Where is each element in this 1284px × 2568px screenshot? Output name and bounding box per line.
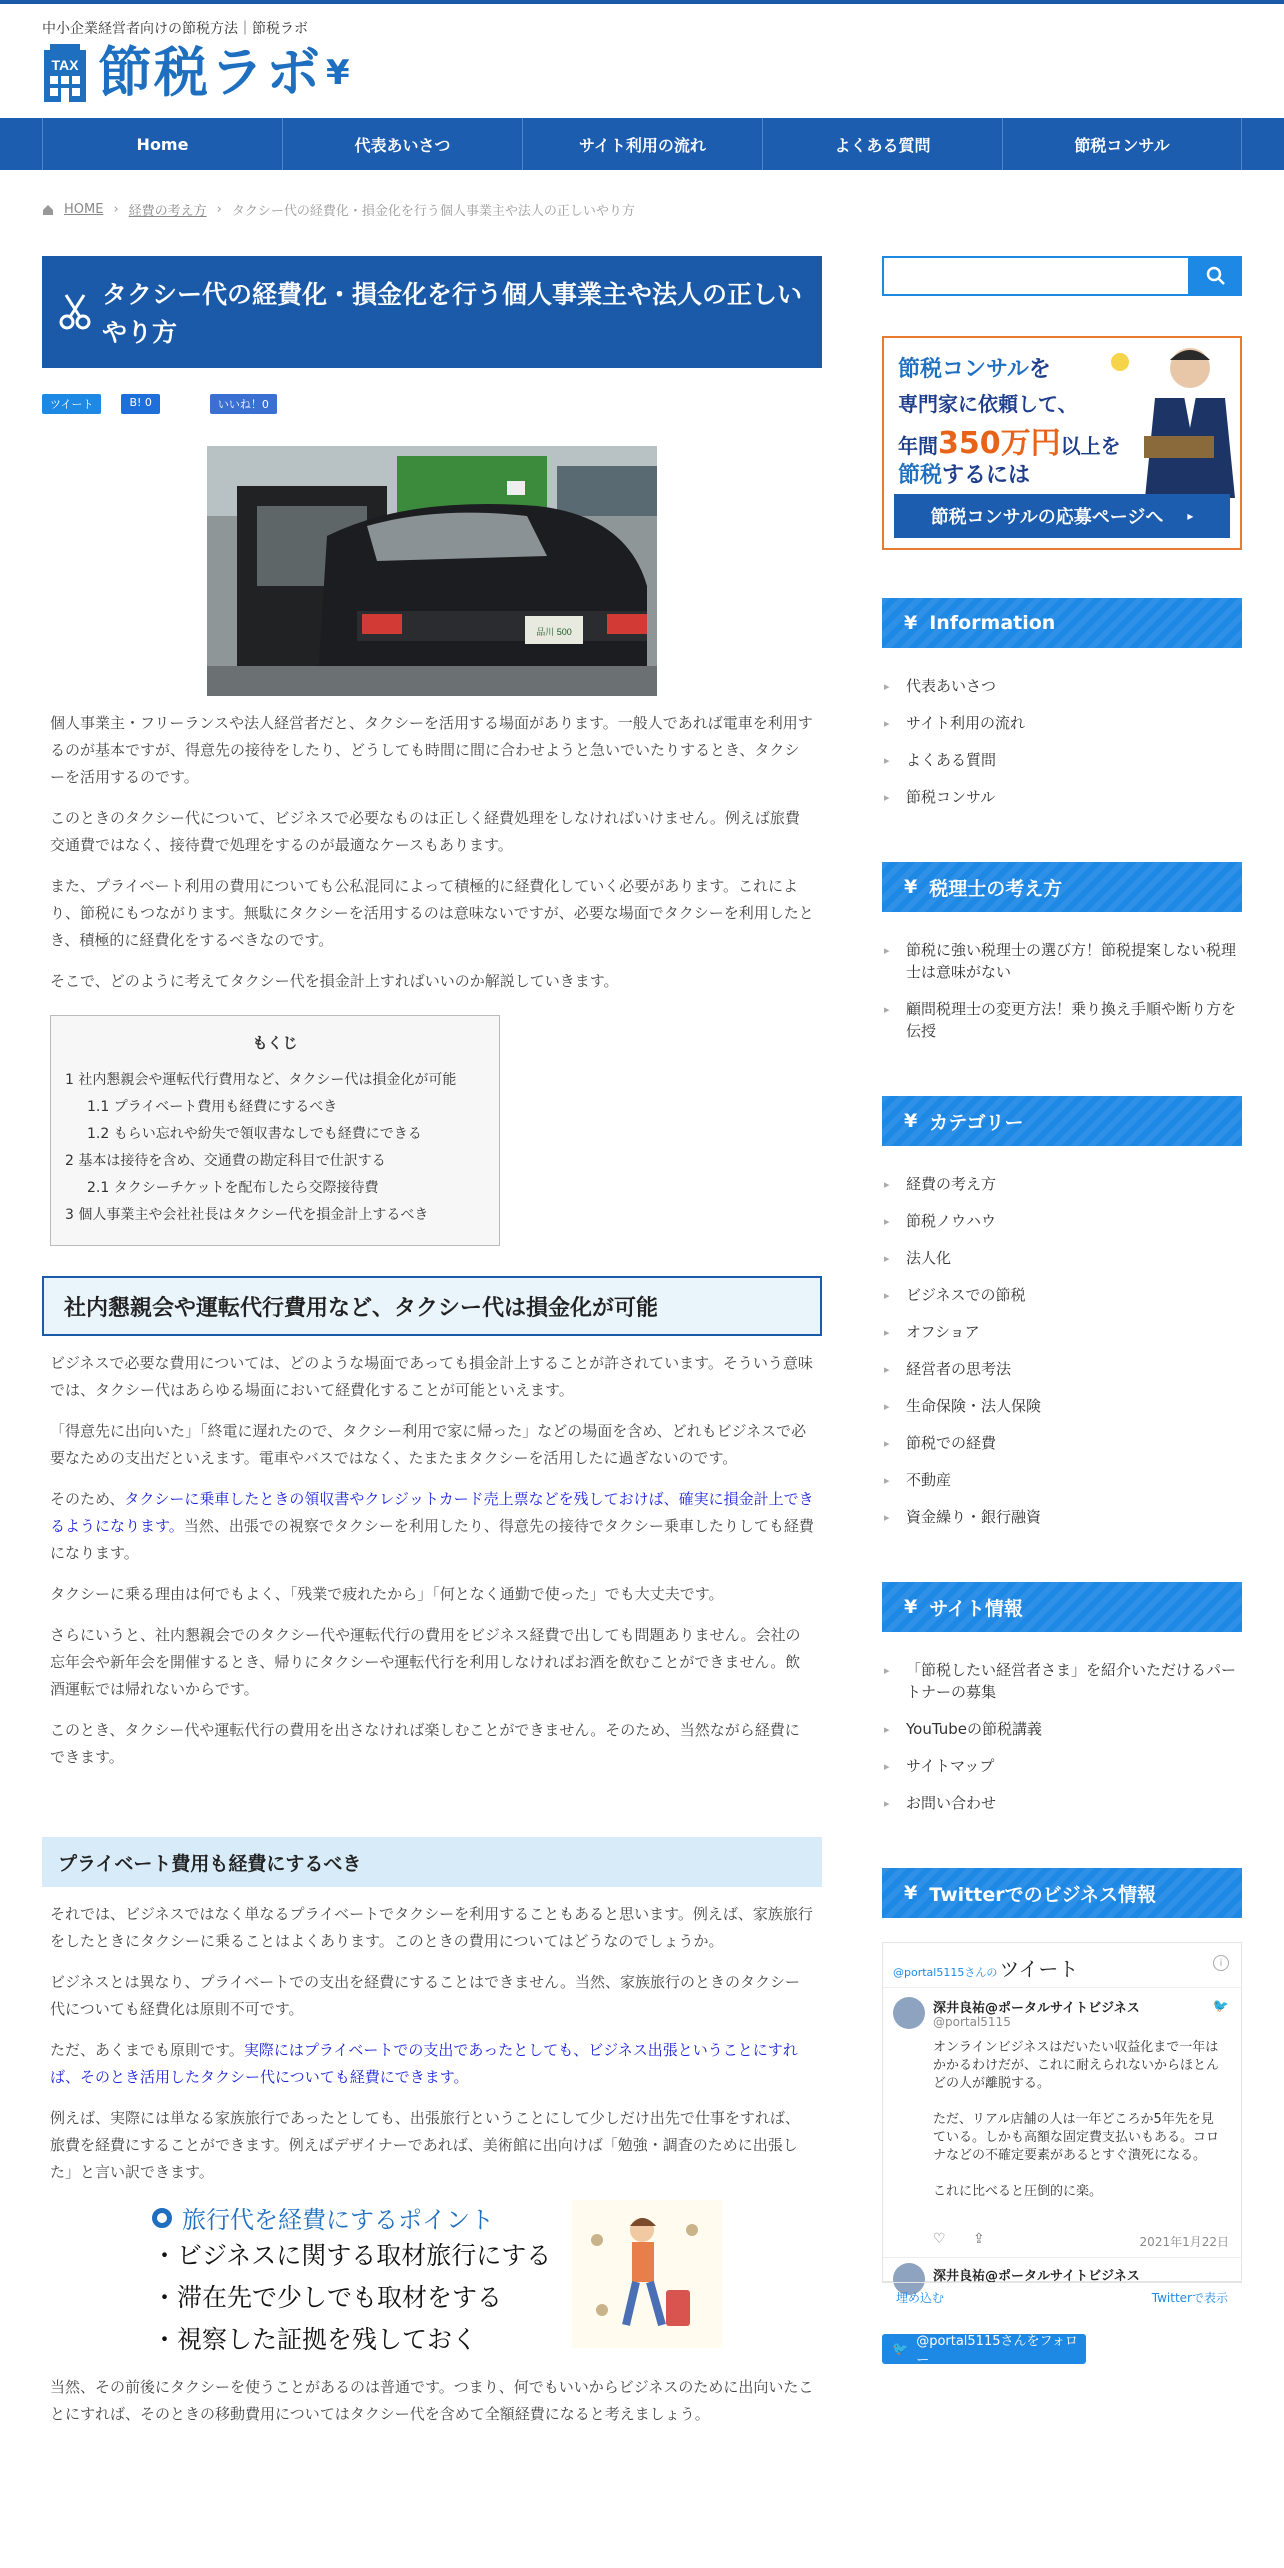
- intro-paragraph: また、プライベート利用の費用についても公私混同によって積極的に経費化していく必要があります。これにより、節税にもつながります。無駄にタクシーを活用するのは意味ないですが、必要な場面でタクシーを利用したとき、積極的に経費化をするべきなのです。: [50, 877, 814, 949]
- widget-link[interactable]: ▸ お問い合わせ: [882, 1785, 1242, 1822]
- site-tagline: 中小企業経営者向けの節税方法｜節税ラボ: [42, 21, 308, 37]
- global-nav: [0, 118, 1284, 170]
- widget-header: ¥ Twitterでのビジネス情報: [882, 1868, 1242, 1918]
- travel-item: ・視察した証拠を残しておく: [152, 2325, 478, 2354]
- section-heading: 社内懇親会や運転代行費用など、タクシー代は損金化が可能: [42, 1276, 822, 1336]
- widget-list: [882, 1652, 1242, 1822]
- widget-link[interactable]: ▸ サイト利用の流れ: [882, 705, 1242, 742]
- search-form: [882, 256, 1242, 296]
- site-logo[interactable]: [42, 42, 350, 104]
- widget-link[interactable]: ▸ 節税での経費: [882, 1425, 1242, 1462]
- toc-item[interactable]: 1.1 プライベート費用も経費にするべき: [87, 1099, 338, 1115]
- widget-link[interactable]: ▸ YouTubeの節税講義: [882, 1711, 1242, 1748]
- chevron-right-icon: ›: [216, 202, 222, 217]
- paragraph: ただ、あくまでも原則です。実際にはプライベートでの支出であったとしても、ビジネス出張ということにすれば、そのとき活用したタクシー代についても経費にできます。: [50, 2041, 798, 2086]
- widget-header: ¥ カテゴリー: [882, 1096, 1242, 1146]
- widget-header: ¥ サイト情報: [882, 1582, 1242, 1632]
- chevron-right-icon: ▸: [1187, 509, 1194, 523]
- home-icon: [42, 204, 54, 216]
- consulting-apply-button[interactable]: 節税コンサルの応募ページへ ▸: [894, 494, 1230, 538]
- widget-link[interactable]: ▸ 節税に強い税理士の選び方！節税提案しない税理士は意味がない: [882, 932, 1242, 991]
- widget-link[interactable]: ▸ オフショア: [882, 1314, 1242, 1351]
- widget-link[interactable]: ▸ 「節税したい経営者さま」を紹介いただけるパートナーの募集: [882, 1652, 1242, 1711]
- widget-link[interactable]: ▸ 不動産: [882, 1462, 1242, 1499]
- svg-text:TAX: TAX: [51, 57, 79, 73]
- travel-item: ・ビジネスに関する取材旅行にする: [152, 2241, 552, 2270]
- intro-paragraph: 個人事業主・フリーランスや法人経営者だと、タクシーを活用する場面があります。一般人であれば電車を利用するのが基本ですが、得意先の接待をしたり、どうしても時間に間に合わせようと急いでいたりするとき、タクシーを活用するのです。: [50, 714, 813, 786]
- yen-icon: ¥: [904, 612, 918, 634]
- logo-text: 節税ラボ: [98, 41, 322, 104]
- businessman-illustration: [1100, 338, 1240, 498]
- paragraph: このとき、タクシー代や運転代行の費用を出さなければ楽しむことができません。そのため、当然ながら経費にできます。: [50, 1721, 800, 1766]
- yen-scissors-icon: ¥: [326, 53, 350, 93]
- avatar[interactable]: [893, 1997, 925, 2029]
- yen-icon: ¥: [904, 1882, 918, 1904]
- yen-icon: ¥: [904, 1596, 918, 1618]
- timeline-footer: [882, 2282, 1242, 2322]
- toc-title: もくじ: [252, 1034, 298, 1052]
- widget-list: [882, 1166, 1242, 1536]
- toc-item[interactable]: 1 社内懇親会や運転代行費用など、タクシー代は損金化が可能: [65, 1072, 457, 1088]
- timeline-handle[interactable]: @portal5115さんの: [893, 1966, 998, 1979]
- sidebar: [882, 256, 1242, 2368]
- nav-greeting[interactable]: 代表あいさつ: [282, 118, 522, 170]
- table-of-contents: [50, 1015, 500, 1246]
- twitter-bird-icon: 🐦: [1212, 1999, 1229, 2014]
- site-header: [0, 4, 1284, 118]
- paragraph: 「得意先に出向いた」「終電に遅れたので、タクシー利用で家に帰った」などの場面を含め、どれもビジネスで必要なための支出だといえます。電車やバスではなく、たまたまタクシーを活用したに過ぎないのです。: [50, 1422, 807, 1467]
- circle-icon: [152, 2208, 172, 2228]
- timeline-label: ツイート: [999, 1957, 1079, 1981]
- travel-points-graphic: [152, 2200, 822, 2360]
- highlight-text: タクシーに乗車したときの領収書やクレジットカード売上票などを残しておけば、確実に損金計上できるようになります。: [50, 1490, 814, 1535]
- share-icon[interactable]: ⇪: [973, 2231, 985, 2247]
- paragraph: それでは、ビジネスではなく単なるプライベートでタクシーを利用することもあると思います。例えば、家族旅行をしたときにタクシーに乗ることはよくあります。このときの費用についてはどうなのでしょうか。: [50, 1905, 813, 1950]
- tweet-date[interactable]: 2021年1月22日: [1139, 2235, 1229, 2249]
- breadcrumb-current: タクシー代の経費化・損金化を行う個人事業主や法人の正しいやり方: [231, 204, 635, 219]
- nav-home[interactable]: Home: [42, 118, 282, 170]
- toc-item[interactable]: 2 基本は接待を含め、交通費の勘定科目で仕訳する: [65, 1153, 386, 1169]
- travel-item: ・滞在先で少しでも取材をする: [152, 2283, 503, 2312]
- travel-title: 旅行代を経費にするポイント: [152, 2200, 552, 2235]
- highlight-text: 実際にはプライベートでの支出であったとしても、ビジネス出張ということにすれば、そのとき活用したタクシー代についても経費にできます。: [50, 2041, 798, 2086]
- page-title: タクシー代の経費化・損金化を行う個人事業主や法人の正しいやり方: [102, 280, 803, 347]
- toc-item[interactable]: 3 個人事業主や会社社長はタクシー代を損金計上するべき: [65, 1207, 429, 1223]
- paragraph: ビジネスとは異なり、プライベートでの支出を経費にすることはできません。当然、家族旅行のときのタクシー代についても経費化は原則不可です。: [50, 1973, 801, 2018]
- breadcrumb: [42, 200, 635, 219]
- nav-consulting[interactable]: 節税コンサル: [1002, 118, 1242, 170]
- nav-faq[interactable]: よくある質問: [762, 118, 1002, 170]
- widget-link[interactable]: ▸ 節税ノウハウ: [882, 1203, 1242, 1240]
- widget-link[interactable]: ▸ 顧問税理士の変更方法！乗り換え手順や断り方を伝授: [882, 991, 1242, 1050]
- scissors-icon: [58, 292, 92, 332]
- widget-list: [882, 932, 1242, 1050]
- twitter-follow-button[interactable]: 🐦 @portal5115さんをフォロー: [882, 2334, 1086, 2364]
- breadcrumb-category[interactable]: 経費の考え方: [128, 204, 207, 219]
- view-on-twitter-link[interactable]: Twitterで表示: [1151, 2291, 1228, 2305]
- search-icon: [1206, 266, 1226, 286]
- consulting-banner[interactable]: 節税コンサルを 専門家に依頼して、 年間350万円以上を 節税するには 節税コンサルの応募ページへ ▸: [882, 336, 1242, 550]
- toc-item[interactable]: 2.1 タクシーチケットを配布したら交際接待費: [87, 1180, 379, 1196]
- subsection-heading: プライベート費用も経費にするべき: [42, 1837, 822, 1887]
- widget-link[interactable]: ▸ 法人化: [882, 1240, 1242, 1277]
- tweet-text: オンラインビジネスはだいたい収益化まで一年はかかるわけだが、これに耐えられないからほとんどの人が離脱する。 ただ、リアル店舗の人は一年どころか5年先を見ている。しかも高額な固定費支払いもある。コロナなどの不確定要素があるとすぐ潰死になる。 これに比べると圧倒的に楽。: [933, 2040, 1220, 2199]
- toc-item[interactable]: 1.2 もらい忘れや紛失で領収書なしでも経費にできる: [87, 1126, 422, 1142]
- widget-link[interactable]: ▸ 節税コンサル: [882, 779, 1242, 816]
- widget-header: ¥ 税理士の考え方: [882, 862, 1242, 912]
- paragraph: 例えば、実際には単なる家族旅行であったとしても、出張旅行ということにして少しだけ出先で仕事をすれば、旅費を経費にすることができます。例えばデザイナーであれば、美術館に出向けば「勉強・調査のために出張した」と言い訳できます。: [50, 2109, 800, 2181]
- license-plate: 品川 500: [536, 627, 572, 637]
- embed-link[interactable]: 埋め込む: [896, 2291, 945, 2305]
- paragraph: タクシーに乗る理由は何でもよく、「残業で疲れたから」「何となく通勤で使った」でも大丈夫です。: [50, 1585, 724, 1603]
- breadcrumb-home[interactable]: HOME: [64, 202, 104, 217]
- widget-link[interactable]: ▸ よくある質問: [882, 742, 1242, 779]
- yen-icon: ¥: [904, 1110, 918, 1132]
- tweet-author[interactable]: 深井良祐@ポータルサイトビジネス: [933, 2269, 1140, 2284]
- hatena-button[interactable]: B! 0: [121, 394, 159, 414]
- widget-link[interactable]: ▸ 生命保険・法人保険: [882, 1388, 1242, 1425]
- search-input[interactable]: [882, 256, 1190, 296]
- intro-paragraph: このときのタクシー代について、ビジネスで必要なものは正しく経費処理をしなければいけません。例えば旅費交通費ではなく、接待費で処理をするのが最適なケースもあります。: [50, 809, 800, 854]
- share-buttons: [42, 394, 822, 414]
- search-button[interactable]: [1190, 256, 1242, 296]
- widget-header: ¥ Information: [882, 598, 1242, 648]
- yen-icon: ¥: [904, 876, 918, 898]
- heart-icon[interactable]: ♡: [933, 2231, 946, 2247]
- article: [42, 256, 822, 2428]
- tweet-button[interactable]: ツイート: [42, 394, 101, 414]
- widget-link[interactable]: ▸ 資金繰り・銀行融資: [882, 1499, 1242, 1536]
- widget-link[interactable]: ▸ ビジネスでの節税: [882, 1277, 1242, 1314]
- tweet-author[interactable]: 深井良祐@ポータルサイトビジネス: [933, 2001, 1140, 2016]
- info-icon[interactable]: i: [1213, 1955, 1229, 1971]
- widget-list: [882, 668, 1242, 816]
- nav-site-flow[interactable]: サイト利用の流れ: [522, 118, 762, 170]
- paragraph: 当然、その前後にタクシーを使うことがあるのは普通です。つまり、何でもいいからビジネスのために出向いたことにすれば、そのときの移動費用についてはタクシー代を含めて全額経費になると考えましょう。: [50, 2378, 814, 2423]
- widget-link[interactable]: ▸ サイトマップ: [882, 1748, 1242, 1785]
- twitter-bird-icon: 🐦: [892, 2341, 909, 2357]
- facebook-like-button[interactable]: いいね！0: [210, 394, 277, 414]
- paragraph: さらにいうと、社内懇親会でのタクシー代や運転代行の費用をビジネス経費で出しても問題ありません。会社の忘年会や新年会を開催するとき、帰りにタクシーや運転代行を利用しなければお酒を飲むことができません。飲酒運転では帰れないからです。: [50, 1626, 801, 1698]
- article-title-box: [42, 256, 822, 368]
- taxi-photo: [207, 446, 657, 696]
- tweet-handle[interactable]: @portal5115: [933, 2015, 1011, 2029]
- twitter-timeline: [882, 1942, 1242, 2282]
- intro-paragraph: そこで、どのように考えてタクシー代を損金計上すればいいのか解説していきます。: [50, 972, 619, 990]
- paragraph: そのため、タクシーに乗車したときの領収書やクレジットカード売上票などを残しておけば、確実に損金計上できるようになります。当然、出張での視察でタクシーを利用したり、得意先の接待でタクシー乗車したりしても経費になります。: [50, 1490, 814, 1562]
- widget-link[interactable]: ▸ 経費の考え方: [882, 1166, 1242, 1203]
- widget-link[interactable]: ▸ 経営者の思考法: [882, 1351, 1242, 1388]
- chevron-right-icon: ›: [113, 202, 119, 217]
- building-icon: [42, 42, 88, 104]
- traveler-illustration: [572, 2200, 722, 2348]
- widget-link[interactable]: ▸ 代表あいさつ: [882, 668, 1242, 705]
- paragraph: ビジネスで必要な費用については、どのような場面であっても損金計上することが許されています。そういう意味では、タクシー代はあらゆる場面において経費化することが可能といえます。: [50, 1354, 813, 1399]
